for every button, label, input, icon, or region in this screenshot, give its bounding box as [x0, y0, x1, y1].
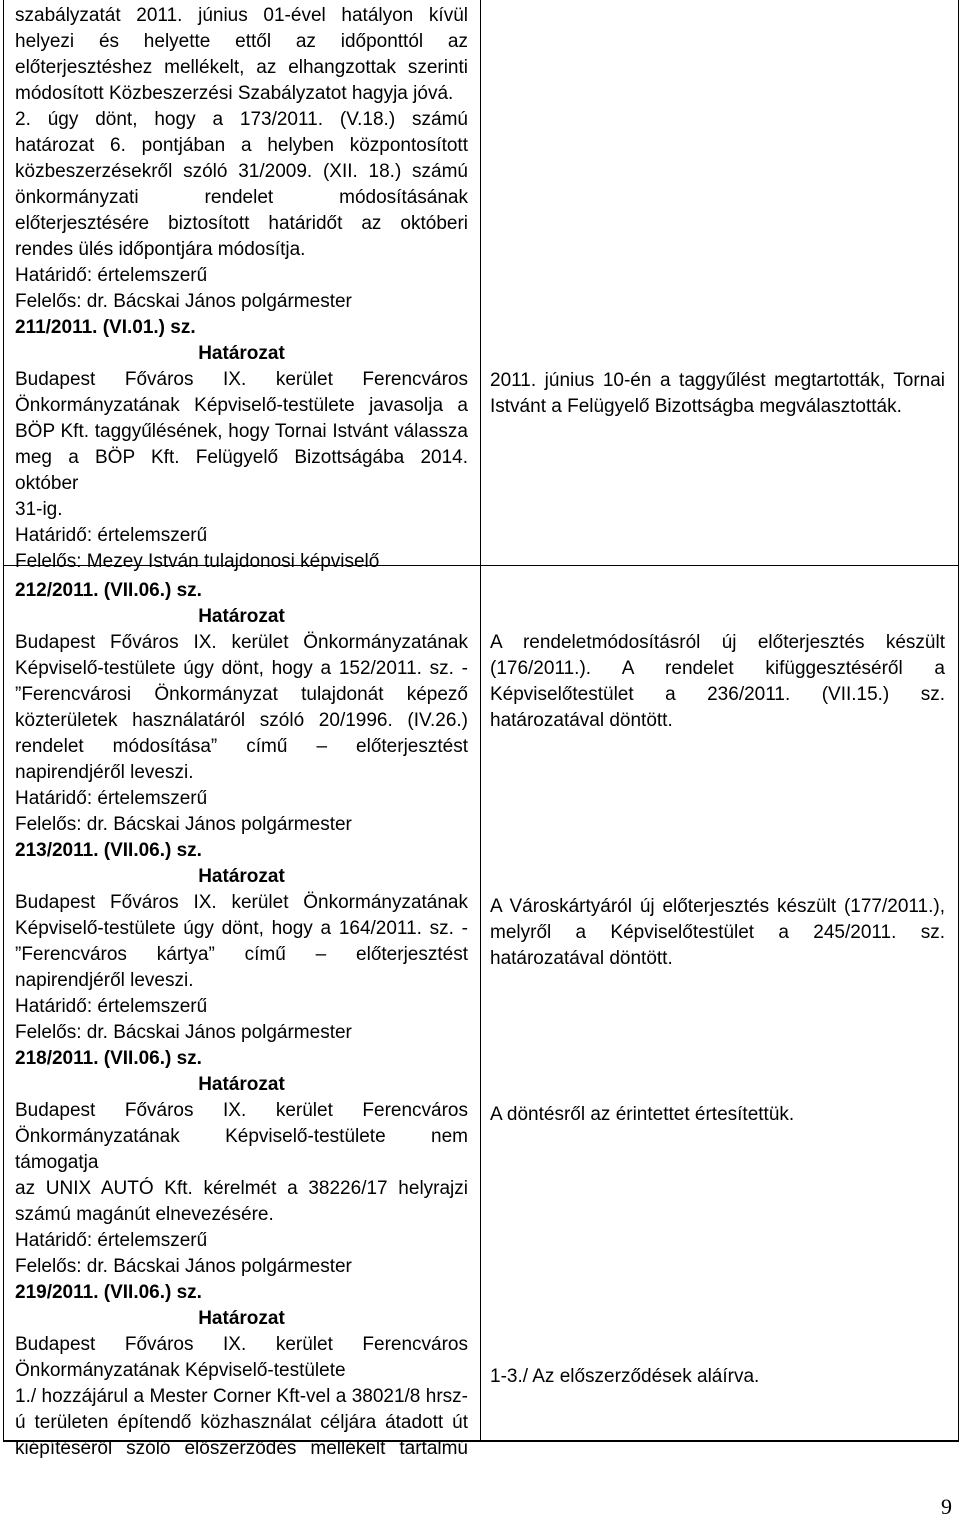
resolution-heading: Határozat: [198, 343, 285, 364]
text-line: ”Ferencváros kártya” című – előterjesztést: [15, 944, 468, 965]
resolution-heading: Határozat: [198, 866, 285, 887]
text-line: Képviselő-testülete úgy dönt, hogy a 164/2011. sz. -: [15, 918, 468, 939]
resolution-heading: Határozat: [198, 1308, 285, 1329]
page-number: 9: [941, 1494, 952, 1519]
text-line: számú magánút elnevezésére.: [15, 1204, 274, 1225]
right-cell-213-note: [490, 894, 945, 972]
column-divider: [480, 0, 481, 1441]
note-line: A döntésről az érintettet értesítettük.: [490, 1104, 795, 1125]
text-line: Budapest Főváros IX. kerület Ferencváros: [15, 369, 468, 390]
responsible: Felelős: dr. Bácskai János polgármester: [15, 814, 352, 835]
responsible: Felelős: Mezey István tulajdonosi képviselő: [15, 551, 380, 572]
text-line: Budapest Főváros IX. kerület Önkormányzatának: [15, 632, 468, 653]
text-line: napirendjéről leveszi.: [15, 970, 194, 991]
resolution-number: 212/2011. (VII.06.) sz.: [15, 580, 202, 601]
resolution-number: 213/2011. (VII.06.) sz.: [15, 840, 202, 861]
responsible: Felelős: dr. Bácskai János polgármester: [15, 291, 352, 312]
text-line: 31-ig.: [15, 499, 63, 520]
text-line: rendelet módosítása” című – előterjesztést: [15, 736, 468, 757]
note-line: határozatával döntött.: [490, 710, 673, 731]
resolution-number: 218/2011. (VII.06.) sz.: [15, 1048, 202, 1069]
text-line: Budapest Főváros IX. kerület Ferencváros: [15, 1334, 468, 1355]
text-line: Budapest Főváros IX. kerület Ferencváros: [15, 1100, 468, 1121]
text-line: az UNIX AUTÓ Kft. kérelmét a 38226/17 helyrajzi: [15, 1178, 468, 1199]
note-line: (176/2011.). A rendelet kifüggesztéséről a: [490, 658, 945, 679]
left-cell-row2: [15, 578, 468, 1462]
text-line: közbeszerzésekről szóló 31/2009. (XII. 18.) számú: [15, 161, 468, 182]
text-line: határozat 6. pontjában a helyben központosított: [15, 135, 468, 156]
text-line: ú területen építendő közhasználat céljára átadott út: [15, 1412, 468, 1433]
text-line: BÖP Kft. taggyűlésének, hogy Tornai Istvánt válassza: [15, 421, 468, 442]
note-line: 1-3./ Az előszerződések aláírva.: [490, 1366, 760, 1387]
deadline: Határidő: értelemszerű: [15, 788, 208, 809]
text-line: közterületek használatáról szóló 20/1996. (IV.26.): [15, 710, 468, 731]
text-line: rendes ülés időpontjára módosítja.: [15, 239, 306, 260]
text-line: módosított Közbeszerzési Szabályzatot hagyja jóvá.: [15, 83, 454, 104]
text-line: Képviselő-testülete úgy dönt, hogy a 152/2011. sz. -: [15, 658, 468, 679]
note-line: melyről a Képviselőtestület a 245/2011. sz.: [490, 922, 945, 943]
text-line: meg a BÖP Kft. Felügyelő Bizottságába 2014. október: [15, 447, 468, 494]
right-cell-211-note: [490, 368, 945, 420]
responsible: Felelős: dr. Bácskai János polgármester: [15, 1256, 352, 1277]
right-cell-219-note: [490, 1364, 945, 1390]
text-line: kiépítéséről szóló előszerződés mellékelt tartalmú: [15, 1438, 468, 1459]
text-line: előterjesztésére biztosított határidőt az októberi: [15, 213, 468, 234]
note-line: határozatával döntött.: [490, 948, 673, 969]
resolution-heading: Határozat: [198, 1074, 285, 1095]
note-line: Képviselőtestület a 236/2011. (VII.15.) sz.: [490, 684, 945, 705]
text-line: Önkormányzatának Képviselő-testülete nem támogatja: [15, 1126, 468, 1173]
text-line: önkormányzati rendelet módosításának: [15, 187, 468, 208]
text-line: 1./ hozzájárul a Mester Corner Kft-vel a 38021/8 hrsz-: [15, 1386, 468, 1407]
note-line: 2011. június 10-én a taggyűlést megtartották, Tornai: [490, 370, 945, 391]
text-line: ”Ferencvárosi Önkormányzat tulajdonát képező: [15, 684, 468, 705]
resolution-heading: Határozat: [198, 606, 285, 627]
note-line: A Városkártyáról új előterjesztés készült (177/2011.),: [490, 896, 945, 917]
responsible: Felelős: dr. Bácskai János polgármester: [15, 1022, 352, 1043]
text-line: 2. úgy dönt, hogy a 173/2011. (V.18.) számú: [15, 109, 468, 130]
resolution-number: 219/2011. (VII.06.) sz.: [15, 1282, 202, 1303]
note-line: Istvánt a Felügyelő Bizottságba megválasztották.: [490, 396, 902, 417]
right-cell-218-note: [490, 1102, 945, 1128]
left-cell-row1: [15, 3, 468, 575]
text-line: Önkormányzatának Képviselő-testülete: [15, 1360, 346, 1381]
text-line: Budapest Főváros IX. kerület Önkormányzatának: [15, 892, 468, 913]
deadline: Határidő: értelemszerű: [15, 996, 208, 1017]
deadline: Határidő: értelemszerű: [15, 525, 208, 546]
text-line: Önkormányzatának Képviselő-testülete javasolja a: [15, 395, 468, 416]
right-cell-212-note: [490, 630, 945, 734]
text-line: helyezi és helyette ettől az időponttól az: [15, 31, 468, 52]
deadline: Határidő: értelemszerű: [15, 265, 208, 286]
text-line: szabályzatát 2011. június 01-ével hatályon kívül: [15, 5, 468, 26]
text-line: előterjesztéshez mellékelt, az elhangzottak szerinti: [15, 57, 468, 78]
resolution-number: 211/2011. (VI.01.) sz.: [15, 317, 196, 338]
deadline: Határidő: értelemszerű: [15, 1230, 208, 1251]
text-line: napirendjéről leveszi.: [15, 762, 194, 783]
note-line: A rendeletmódosításról új előterjesztés készült: [490, 632, 945, 653]
